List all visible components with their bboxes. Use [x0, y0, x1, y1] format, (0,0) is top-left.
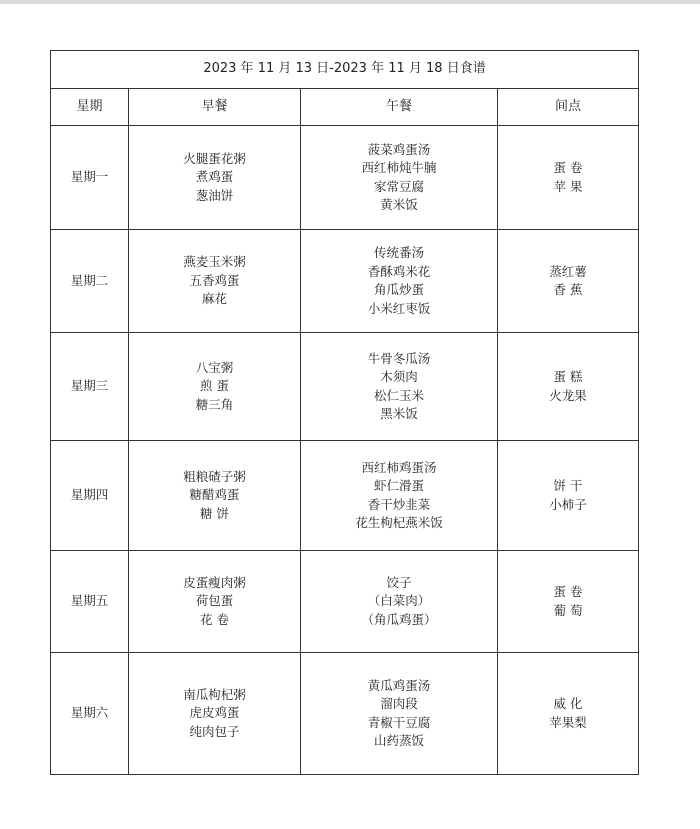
menu-title: 2023 年 11 月 13 日-2023 年 11 月 18 日食谱 [51, 51, 639, 89]
menu-item: 菠菜鸡蛋汤 [367, 141, 431, 157]
header-row [51, 89, 639, 126]
header-breakfast: 早餐 [129, 89, 301, 126]
menu-item: 西红柿炖牛腩 [361, 160, 437, 175]
menu-item: 小米红枣饭 [367, 300, 431, 316]
lunch-cell [301, 230, 498, 333]
snack-cell [498, 441, 639, 551]
menu-item: 松仁玉米 [373, 387, 424, 403]
breakfast-cell [129, 551, 301, 653]
menu-item: 葱油饼 [195, 187, 234, 203]
menu-item: 糖三角 [195, 396, 234, 412]
menu-item: 糖 饼 [200, 505, 229, 521]
menu-item: 五香鸡蛋 [189, 272, 240, 288]
menu-item: 虎皮鸡蛋 [189, 705, 240, 721]
day-cell: 星期一 [51, 126, 129, 230]
menu-item: 木须肉 [380, 369, 418, 384]
menu-item: 黄米饭 [380, 197, 418, 212]
menu-item: 虾仁滑蛋 [373, 478, 424, 493]
breakfast-cell [129, 126, 301, 230]
table-row [51, 333, 639, 441]
lunch-cell [301, 441, 498, 551]
menu-item: 煮鸡蛋 [195, 169, 234, 185]
menu-table [50, 50, 639, 775]
menu-item: 溜肉段 [380, 696, 418, 711]
table-row [51, 230, 639, 333]
menu-item: 麻花 [201, 291, 227, 307]
day-cell: 星期三 [51, 333, 129, 441]
menu-item: 角瓜炒蛋 [373, 282, 424, 297]
lunch-cell [301, 653, 498, 775]
menu-item: （角瓜鸡蛋） [361, 611, 437, 627]
menu-item: 黑米饭 [380, 406, 418, 421]
table-row [51, 441, 639, 551]
table-row [51, 653, 639, 775]
menu-item: 传统番汤 [373, 245, 424, 260]
snack-cell [498, 126, 639, 230]
menu-item: 青椒干豆腐 [367, 714, 431, 730]
menu-item: 粗粮碴子粥 [183, 468, 246, 484]
snack-cell [498, 551, 639, 653]
menu-item: 煎 蛋 [200, 378, 229, 394]
menu-item: 饼 干 [553, 478, 583, 493]
snack-cell [498, 333, 639, 441]
menu-item: 威 化 [553, 696, 583, 711]
page-top-border [0, 0, 700, 4]
menu-item: 香酥鸡米花 [367, 263, 431, 279]
menu-item: 纯肉包子 [189, 723, 240, 739]
table-row [51, 551, 639, 653]
header-snack: 间点 [498, 89, 639, 126]
menu-item: 香 蕉 [553, 282, 583, 297]
snack-cell [498, 230, 639, 333]
snack-cell [498, 653, 639, 775]
menu-item: 南瓜枸杞粥 [183, 686, 246, 702]
menu-item: 花生枸杞燕米饭 [355, 515, 443, 530]
lunch-cell [301, 333, 498, 441]
menu-item: 糖醋鸡蛋 [189, 487, 240, 503]
menu-item: 饺子 [386, 574, 412, 590]
day-cell: 星期六 [51, 653, 129, 775]
lunch-cell [301, 126, 498, 230]
menu-item: 蛋 糕 [553, 369, 583, 384]
menu-item: 葡 萄 [553, 602, 583, 618]
menu-item: 苹果梨 [549, 714, 587, 730]
title-row [51, 51, 639, 89]
lunch-cell [301, 551, 498, 653]
header-lunch: 午餐 [301, 89, 498, 126]
menu-item: 燕麦玉米粥 [183, 254, 246, 270]
menu-item: 家常豆腐 [373, 178, 424, 194]
menu-item: 黄瓜鸡蛋汤 [367, 677, 431, 693]
menu-item: 皮蛋瘦肉粥 [183, 574, 246, 590]
menu-item: 苹 果 [553, 178, 583, 194]
breakfast-cell [129, 333, 301, 441]
day-cell: 星期五 [51, 551, 129, 653]
menu-item: 蛋 卷 [553, 160, 583, 175]
menu-item: 火腿蛋花粥 [183, 150, 246, 166]
breakfast-cell [129, 653, 301, 775]
menu-item: 火龙果 [549, 387, 587, 403]
menu-item: 小柿子 [549, 496, 587, 512]
breakfast-cell [129, 441, 301, 551]
menu-item: 八宝粥 [195, 359, 234, 375]
day-cell: 星期二 [51, 230, 129, 333]
menu-item: 香干炒韭菜 [367, 496, 431, 512]
menu-item: 蒸红薯 [549, 263, 587, 279]
breakfast-cell [129, 230, 301, 333]
menu-item: 西红柿鸡蛋汤 [361, 459, 437, 475]
header-day: 星期 [51, 89, 129, 126]
menu-item: 花 卷 [200, 611, 229, 627]
menu-item: 蛋 卷 [553, 584, 583, 599]
menu-item: 山药蒸饭 [373, 733, 424, 748]
day-cell: 星期四 [51, 441, 129, 551]
menu-item: 荷包蛋 [195, 593, 234, 609]
menu-item: （白菜肉） [367, 593, 431, 609]
table-row [51, 126, 639, 230]
menu-item: 牛骨冬瓜汤 [367, 350, 431, 366]
